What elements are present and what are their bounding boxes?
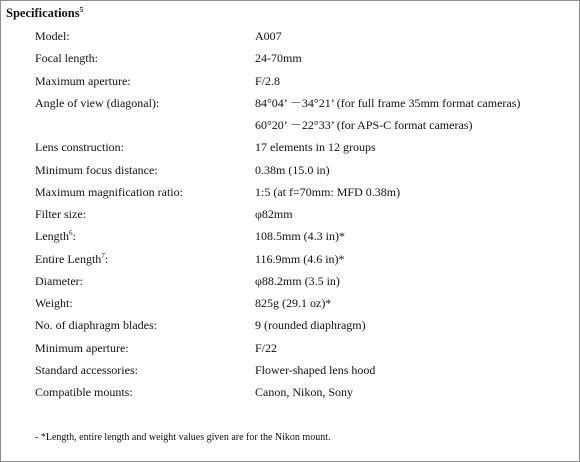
spec-label <box>35 94 159 112</box>
spec-value: φ82mm <box>255 207 293 221</box>
spec-value: F/2.8 <box>255 73 281 88</box>
spec-row <box>1 116 579 134</box>
spec-row <box>1 183 579 201</box>
spec-value: F/22 <box>255 340 278 355</box>
spec-label <box>35 294 73 312</box>
spec-label-text: Minimum aperture: <box>35 340 129 355</box>
heading-footnote-mark: 5 <box>79 5 84 14</box>
spec-label-text: Model: <box>35 29 70 43</box>
spec-value: 108.5mm (4.3 in)* <box>255 229 345 244</box>
spec-label <box>35 316 157 334</box>
spec-value: 825g (29.1 oz)* <box>255 296 332 310</box>
spec-label-text: No. of diaphragm blades: <box>35 318 157 333</box>
spec-value: 0.38m (15.0 in) <box>255 162 330 177</box>
spec-row <box>1 316 579 334</box>
spec-row <box>1 138 579 156</box>
spec-row <box>1 383 579 401</box>
spec-value: 24-70mm <box>255 51 302 66</box>
spec-value: 84°04’ －34°21’ (for full frame 35mm format cameras) <box>255 95 521 110</box>
spec-label-text: Focal length: <box>35 51 98 66</box>
spec-label-text: Angle of view (diagonal): <box>35 95 160 110</box>
spec-footnote-mark: 7 <box>101 251 105 260</box>
spec-value: 1:5 (at f=70mm: MFD 0.38m) <box>255 184 401 199</box>
spec-label <box>35 49 98 67</box>
spec-label <box>35 205 86 223</box>
spec-label <box>35 227 76 245</box>
spec-value: 17 elements in 12 groups <box>255 140 376 155</box>
spec-label <box>35 383 133 401</box>
spec-value: 116.9mm (4.6 in)* <box>255 251 345 266</box>
spec-row <box>1 339 579 357</box>
heading-text: Specifications <box>6 6 80 20</box>
spec-label-text: Compatible mounts: <box>35 385 133 399</box>
spec-label <box>35 138 124 156</box>
spec-value: Canon, Nikon, Sony <box>255 385 354 399</box>
spec-row <box>1 272 579 290</box>
spec-label-suffix: : <box>104 251 109 266</box>
spec-row <box>1 294 579 312</box>
spec-label-text: Maximum magnification ratio: <box>35 184 183 199</box>
footnote: - *Length, entire length and weight values given are for the Nikon mount. <box>35 432 331 443</box>
spec-row <box>1 94 579 112</box>
spec-label-text: Weight: <box>35 296 73 310</box>
spec-row <box>1 27 579 45</box>
spec-label <box>35 27 70 45</box>
spec-label-text: Maximum aperture: <box>35 73 131 88</box>
spec-value: φ88.2mm (3.5 in) <box>255 273 340 288</box>
spec-label <box>35 161 158 179</box>
spec-label <box>35 72 131 90</box>
spec-value: Flower-shaped lens hood <box>255 362 376 377</box>
spec-row <box>1 227 579 245</box>
spec-value: A007 <box>255 29 282 43</box>
specifications-heading <box>6 6 83 21</box>
spec-row <box>1 205 579 223</box>
spec-label-text: Minimum focus distance: <box>35 162 158 177</box>
spec-label-text: Lens construction: <box>35 140 124 155</box>
spec-label-text: Diameter: <box>35 273 83 288</box>
spec-value: 60°20’ －22°33’ (for APS-C format cameras) <box>255 118 473 132</box>
spec-label-text: Length <box>35 229 69 244</box>
spec-label <box>35 272 83 290</box>
spec-label <box>35 339 129 357</box>
spec-row <box>1 361 579 379</box>
spec-row <box>1 161 579 179</box>
spec-label-suffix: : <box>72 229 76 244</box>
spec-value: 9 (rounded diaphragm) <box>255 318 366 333</box>
spec-row <box>1 49 579 67</box>
spec-label-text: Standard accessories: <box>35 362 138 377</box>
spec-label <box>35 361 138 379</box>
spec-label-text: Entire Length <box>35 251 102 266</box>
spec-row <box>1 250 579 268</box>
spec-row <box>1 72 579 90</box>
spec-label <box>35 250 108 268</box>
spec-label-text: Filter size: <box>35 207 86 221</box>
spec-label <box>35 183 183 201</box>
spec-footnote-mark: 6 <box>69 229 73 238</box>
